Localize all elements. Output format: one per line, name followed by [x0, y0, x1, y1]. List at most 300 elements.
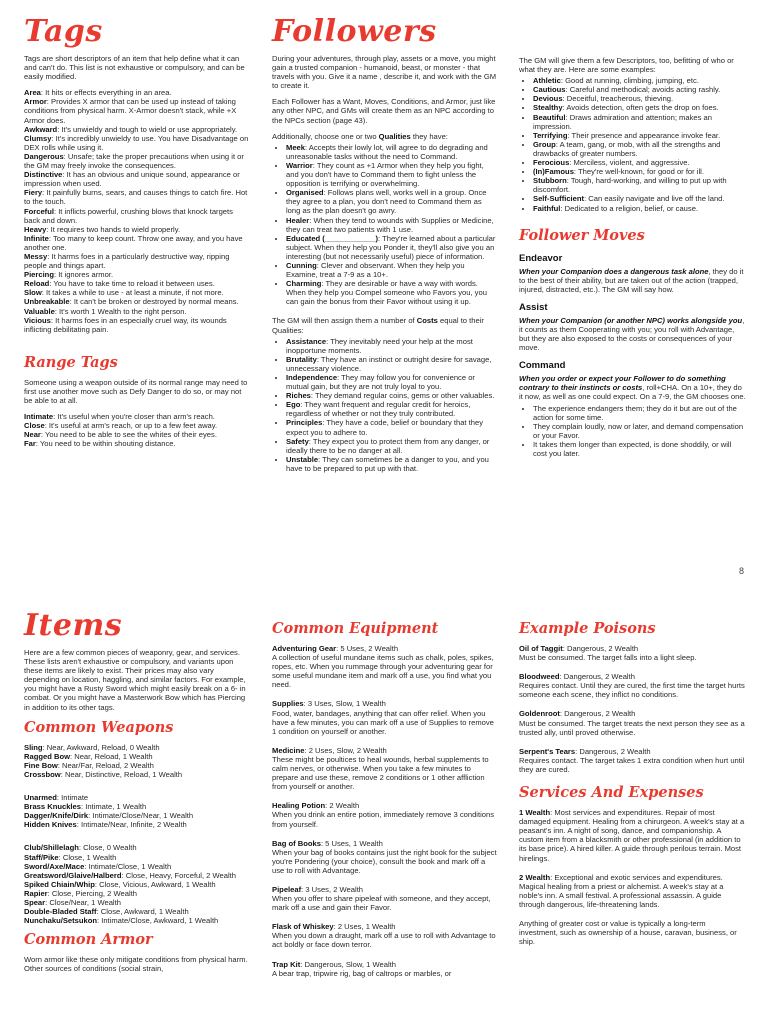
- term-description: : It ignores armor.: [53, 270, 114, 280]
- term-description: : They may follow you for convenience or mutual gain, but they are not truly loyal to you.: [286, 373, 475, 392]
- term: Faithful: [533, 203, 561, 213]
- term: Nunchaku/Setsukon: [24, 916, 97, 926]
- definition-item: [24, 871, 249, 880]
- term: Slow: [24, 288, 42, 298]
- term-description: : Close, 0 Wealth: [78, 843, 137, 853]
- term-description: : Intimate/Near, Infinite, 2 Wealth: [76, 820, 187, 830]
- entry-description: Requires contact. Until they are cured, the first time the target hurts someone each scene, they inflict no conditions.: [519, 681, 745, 700]
- followers-heading: Followers: [272, 14, 437, 49]
- entry-header: [519, 672, 746, 681]
- term-description: : Close, Awkward, 1 Wealth: [96, 907, 189, 917]
- term-description: : They demand regular coins, gems or other valuables.: [310, 391, 495, 401]
- term-description: : It takes a while to use - at least a minute, if not more.: [41, 288, 224, 298]
- command-option: • They complain loudly, now or later, and demand compensation or your Favor.: [533, 422, 746, 440]
- term-description: : Tough, hard-working, and willing to put up with discomfort.: [533, 176, 727, 195]
- term: Reload: [24, 279, 50, 289]
- term: Principles: [286, 418, 323, 428]
- term: Ragged Bow: [24, 751, 70, 761]
- term-description: : Draws admiration and attention; makes an impression.: [533, 112, 712, 131]
- definition-item: [24, 252, 249, 270]
- entry-header: [272, 746, 497, 755]
- entry: [272, 699, 497, 735]
- term: Unbreakable: [24, 297, 70, 307]
- entry-description: Requires contact. The target takes 1 extra condition when hurt until they are cured.: [519, 755, 745, 774]
- assist-body: , it counts as them Cooperating with you; you roll with Advantage, but they are also exposed to the costs or consequences of your move.: [519, 315, 745, 353]
- term: Ferocious: [533, 158, 570, 168]
- assist-text: [519, 316, 746, 352]
- definition-item: [24, 125, 249, 134]
- term: Charming: [286, 279, 322, 289]
- term: Clumsy: [24, 133, 52, 143]
- range-tags-list: [24, 412, 249, 448]
- term: Brass Knuckles: [24, 802, 81, 812]
- term: Organised: [286, 188, 324, 198]
- term: Rapier: [24, 888, 48, 898]
- weapons-heading: Common Weapons: [24, 718, 174, 736]
- term: Messy: [24, 251, 48, 261]
- term: Staff/Pike: [24, 852, 59, 862]
- term: Far: [24, 439, 36, 449]
- weapons-group-ranged: [24, 743, 249, 779]
- entry-description: These might be poultices to heal wounds, herbal supplements to calm nerves, or otherwise. When you take a few minutes to prepare and use these, remove 2 conditions or 1 other affliction from yourself or another.: [272, 754, 489, 792]
- assist-trigger: When your Companion (or another NPC) works alongside you: [519, 315, 743, 325]
- entry-description: A collection of useful mundane items such as chalk, poles, spikes, ropes, etc. When you rummage through your adventuring gear for some useful mundane item and mark off a use, you find what you need.: [272, 653, 494, 690]
- weapons-group-melee: [24, 843, 249, 925]
- entry-name: Bag of Books: [272, 838, 321, 848]
- page-bottom: [0, 588, 768, 1024]
- services-heading: Services And Expenses: [519, 784, 704, 802]
- term-description: : It inflicts powerful, crushing blows that knock targets back and down.: [24, 206, 233, 225]
- list-item: [286, 355, 497, 373]
- term-description: : Close, 1 Wealth: [58, 852, 117, 862]
- entry-header: [519, 709, 746, 718]
- entry-description: When your bag of books contains just the right book for the subject you're Pondering (your choice), consult the book and mark off a use to roll with Advantage.: [272, 847, 497, 875]
- term: Warrior: [286, 160, 313, 170]
- term: Group: [533, 139, 556, 149]
- tags-heading: Tags: [24, 14, 103, 49]
- term-description: : It can't be broken or destroyed by normal means.: [69, 297, 239, 307]
- definition-item: [24, 152, 249, 170]
- term-description: : It's unwieldy and tough to wield or use appropriately.: [57, 124, 238, 134]
- term: Piercing: [24, 270, 54, 280]
- term: Near: [24, 430, 41, 440]
- services-list: [519, 808, 746, 909]
- entry: [272, 839, 497, 875]
- list-item: [533, 85, 746, 94]
- entry-header: [272, 922, 497, 931]
- list-item: [286, 188, 497, 215]
- term: Ego: [286, 400, 301, 410]
- armor-heading: Common Armor: [24, 931, 153, 949]
- column-middle-bottom: [272, 620, 497, 988]
- term-description: : Deceitful, treacherous, thieving.: [562, 94, 674, 104]
- entry-tags: : Dangerous, Slow, 1 Wealth: [300, 959, 396, 969]
- definition-item: [24, 170, 249, 188]
- list-item: [286, 143, 497, 161]
- endeavor-trigger: When your Companion does a dangerous task alone: [519, 266, 709, 276]
- term: Valuable: [24, 306, 55, 316]
- term: Riches: [286, 391, 311, 401]
- term-description: : They have an instinct or outright desire for savage, unnecessary violence.: [286, 354, 492, 373]
- term: Independence: [286, 373, 338, 382]
- assist-heading: Assist: [519, 301, 548, 313]
- followers-p2: Each Follower has a Want, Moves, Conditions, and Armor, just like any other NPC, and GMs will create them as an NPC according to the NPCs section (page 43).: [272, 97, 496, 125]
- list-item: [533, 94, 746, 103]
- service-entry: [519, 808, 746, 863]
- term-description: : They're well-known, for good or for ill.: [573, 167, 704, 177]
- term: Armor: [24, 97, 47, 107]
- entry-name: Bloodweed: [519, 672, 560, 682]
- range-tags-heading: Range Tags: [24, 353, 118, 371]
- definition-item: [24, 288, 249, 297]
- definition-item: [24, 97, 249, 124]
- entry-tags: : Dangerous, 2 Wealth: [562, 644, 639, 653]
- definition-item: [24, 880, 249, 889]
- term: 2 Wealth: [519, 872, 551, 882]
- entry-header: [272, 839, 497, 848]
- term-description: : They inevitably need your help at the most inopportune moments.: [286, 336, 473, 355]
- items-intro: Here are a few common pieces of weaponry, gear, and services. These lists aren't exhaustive or compulsory, and variants upon these items are likely to exist. Their prices may also vary depending on location, haggling, and similar factors. For example, you might have a Rusty Sword which might easily break on a 6- in combat. Or you might have a Masterwork Bow which has Piercing in addition to its other tags.: [24, 648, 246, 712]
- list-item: [533, 167, 746, 176]
- term: Spiked Chiain/Whip: [24, 879, 95, 889]
- term-description: : A team, gang, or mob, with all the strengths and drawbacks of greater numbers.: [533, 139, 721, 158]
- entry-header: [272, 699, 497, 708]
- definition-item: [24, 307, 249, 316]
- term-description: : When they tend to wounds with Supplies or Medicine, they can treat two patients with 1 use.: [286, 215, 494, 234]
- entry-description: Must be consumed. The target falls into a light sleep.: [519, 653, 697, 663]
- follower-moves-heading: Follower Moves: [519, 226, 645, 244]
- entry-header: [272, 801, 497, 810]
- definition-item: [24, 862, 249, 871]
- descriptors-list: [519, 76, 746, 212]
- term: Fine Bow: [24, 760, 58, 770]
- definition-item: [24, 752, 249, 761]
- entry-name: Pipeleaf: [272, 884, 302, 894]
- term-description: : They want frequent and regular credit for heroics, regardless of whether or not they truly contributed.: [286, 400, 471, 419]
- list-item: [533, 176, 746, 194]
- command-option: • The experience endangers them; they do it but are out of the action for some time.: [533, 404, 746, 422]
- term-description: : You need to be able to see the whites of their eyes.: [40, 430, 217, 440]
- list-item: [286, 234, 497, 261]
- term: Crossbow: [24, 769, 61, 779]
- tags-intro: Tags are short descriptors of an item that help define what it can and can't do. This list is not exhaustive or compulsory, and can be easily modified.: [24, 54, 245, 82]
- term: Unstable: [286, 454, 319, 464]
- definition-item: [24, 889, 249, 898]
- term-description: : Exceptional and exotic services and expenditures. Magical healing from a priest or alchemist. A week's stay at a noble's inn. A small festival. A professional assassin. A guide through dangerous, life-threatening lands.: [519, 872, 724, 909]
- entry-tags: : Dangerous, 2 Wealth: [559, 672, 635, 682]
- command-option: • It takes them longer than expected, is done shoddily, or will cost you later.: [533, 440, 746, 458]
- endeavor-body: , they do it to the best of their ability, but are taken out of the action (trapped, injured, distracted, etc.). The GM will say how.: [519, 266, 744, 294]
- equipment-list: [272, 644, 497, 978]
- term: Spear: [24, 897, 46, 907]
- column-right-bottom: [519, 620, 746, 953]
- term-description: : Too many to keep count. Throw one away, and you have another one.: [24, 233, 243, 252]
- list-item: [286, 418, 497, 436]
- entry-name: Goldenroot: [519, 709, 560, 719]
- term-description: : It harms foes in an especially cruel way, its wounds inflicting debilitating pain.: [24, 315, 227, 334]
- term: Sword/Axe/Mace: [24, 861, 85, 871]
- term: Awkward: [24, 124, 58, 134]
- definition-item: [24, 412, 249, 421]
- list-item: [286, 437, 497, 455]
- definition-item: [24, 761, 249, 770]
- entry-tags: : 5 Uses, 2 Wealth: [336, 644, 399, 653]
- list-item: [286, 455, 497, 473]
- p3-before: Additionally, choose one or two: [272, 131, 379, 141]
- entry-name: Flask of Whiskey: [272, 922, 334, 932]
- term-description: : Provides X armor that can be used up instead of taking conditions from physical harm. X-Armor doesn't stack, while +X Armor does.: [24, 97, 237, 125]
- column-left-top: [24, 14, 249, 448]
- term-description: : Close/Near, 1 Wealth: [45, 897, 121, 907]
- term-description: : Follows plans well, works well in a group. Once they agree to a plan, you don't need to Command them as long as the plan doesn't go awry.: [286, 188, 487, 216]
- entry-header: [272, 885, 497, 894]
- term-description: : Close, Heavy, Forceful, 2 Wealth: [121, 870, 237, 880]
- term-description: : They're learned about a particular subject. When they help you Ponder it, they'll also give you an interesting (but not necessarily useful) piece of information.: [286, 233, 496, 261]
- term-description: : Careful and methodical; avoids acting rashly.: [565, 85, 721, 95]
- entry-tags: : 3 Uses, 2 Wealth: [301, 884, 364, 894]
- command-body: , roll+CHA. On a 10+, they do it now, as well as one could expect. On a 7-9, the GM chooses one.: [519, 383, 746, 402]
- equipment-heading: Common Equipment: [272, 620, 439, 637]
- qualities-list: [272, 143, 497, 307]
- term: Self-Sufficient: [533, 194, 585, 204]
- command-trigger: When you order or expect your Follower to do something contrary to their instincts or costs: [519, 374, 726, 393]
- term-description: : Intimate/Close/Near, 1 Wealth: [88, 811, 194, 821]
- definition-item: [24, 225, 249, 234]
- list-item: [533, 103, 746, 112]
- term: Dagger/Knife/Dirk: [24, 811, 89, 821]
- term-description: : It requires two hands to wield properly.: [46, 224, 181, 234]
- definition-item: [24, 188, 249, 206]
- column-middle-top: [272, 14, 497, 480]
- term-description: : It painfully burns, sears, and causes things to catch fire. Hot to the touch.: [24, 188, 248, 207]
- entry-description: Must be consumed. The target treats the next person they see as a trusted ally, until proved otherwise.: [519, 718, 745, 737]
- p4-bold: Costs: [416, 316, 438, 326]
- weapons-group-close: [24, 793, 249, 829]
- term: Educated (____________): [286, 233, 379, 243]
- term-description: : Accepts their lowly lot, will agree to do degrading and unreasonable tasks without the need to Command.: [286, 142, 488, 161]
- term: (In)Famous: [533, 167, 574, 177]
- endeavor-text: [519, 267, 746, 294]
- entry-description: When you down a draught, mark off a use to roll with Advantage to act boldly or face down terror.: [272, 931, 496, 950]
- entry: [272, 644, 497, 689]
- term: Distinctive: [24, 170, 63, 180]
- entry-description: Food, water, bandages, anything that can offer relief. When you have a few minutes, you can mark off a use of Supplies to remove 1 condition on yourself or another.: [272, 708, 494, 736]
- entry: [519, 747, 746, 774]
- list-item: [286, 391, 497, 400]
- definition-item: [24, 430, 249, 439]
- list-item: [286, 373, 497, 391]
- p3-bold: Qualities: [378, 131, 411, 141]
- entry-name: Supplies: [272, 699, 304, 709]
- term-description: : Near/Far, Reload, 2 Wealth: [57, 760, 154, 770]
- term-description: : Avoids detection, often gets the drop on foes.: [562, 103, 719, 113]
- entry: [519, 672, 746, 699]
- term-description: : It harms foes in a particularly destructive way, ripping people and things apart.: [24, 251, 230, 271]
- term-description: : They can sometimes be a danger to you, and you have to be prepared to put up with that.: [286, 454, 489, 473]
- poisons-list: [519, 644, 746, 774]
- definition-item: [24, 207, 249, 225]
- entry: [272, 746, 497, 791]
- term: Heavy: [24, 224, 47, 234]
- term: Club/Shillelagh: [24, 843, 79, 853]
- term: 1 Wealth: [519, 808, 551, 818]
- term-description: : Their presence and appearance invoke fear.: [567, 130, 721, 140]
- entry-name: Serpent's Tears: [519, 746, 576, 756]
- definition-item: [24, 853, 249, 862]
- term-description: : Intimate: [56, 793, 89, 803]
- term-description: : It's incredibly unwieldy to use. You have Disadvantage on DEX rolls while using it.: [24, 133, 249, 152]
- term: Dangerous: [24, 151, 64, 161]
- list-item: [533, 204, 746, 213]
- costs-list: [272, 337, 497, 473]
- command-text: [519, 374, 746, 401]
- entry-name: Medicine: [272, 745, 305, 755]
- column-left-bottom: [24, 608, 249, 980]
- term-description: : It's useful at arm's reach, or up to a few feet away.: [44, 421, 218, 431]
- range-tags-intro: Someone using a weapon outside of its normal range may need to first use another move such as Defy Danger to do so, or may not be able to at all.: [24, 377, 248, 405]
- term: Terrifying: [533, 130, 568, 140]
- term-description: : They count as +1 Armor when they help you fight, and you don't have to Command them to fight unless the opposition is terrifying or overwhelming.: [286, 160, 484, 189]
- entry: [519, 709, 746, 736]
- definition-item: [24, 134, 249, 152]
- term-description: : They have a code, belief or boundary that they expect you to adhere to.: [286, 418, 483, 437]
- term: Sling: [24, 742, 43, 752]
- p4-after: equal to their Qualities:: [272, 316, 484, 335]
- term: Forceful: [24, 206, 54, 216]
- list-item: [286, 279, 497, 306]
- followers-p1: During your adventures, through play, assets or a move, you might gain a trusted companion - humanoid, beast, or monster - that travels with you. Give it a name , describe it, and work with the GM to create it.: [272, 54, 497, 91]
- definition-item: [24, 421, 249, 430]
- entry-description: A bear trap, tripwire rig, bag of caltrops or marbles, or: [272, 968, 452, 978]
- term: Healer: [286, 215, 310, 225]
- armor-text: Worn armor like these only mitigate conditions from physical harm. Other sources of conditions (social strain,: [24, 955, 248, 974]
- term-description: : Intimate, 1 Wealth: [80, 802, 147, 812]
- term: Devious: [533, 94, 563, 104]
- term-description: : It has an obvious and unique sound, appearance or impression when used.: [24, 170, 240, 189]
- term: Meek: [286, 142, 305, 152]
- term-description: : Can easily navigate and live off the land.: [584, 194, 725, 204]
- term-description: : Good at running, climbing, jumping, etc.: [560, 76, 699, 86]
- definition-item: [24, 916, 249, 925]
- entry-tags: : 2 Uses, Slow, 2 Wealth: [304, 745, 387, 755]
- term-description: : Unsafe; take the proper precautions when using it or the GM may freely invoke the consequences.: [24, 151, 244, 171]
- definition-item: [24, 88, 249, 97]
- term-description: : Merciless, violent, and aggressive.: [569, 158, 690, 168]
- entry-description: When you offer to share pipeleaf with someone, and they accept, mark off a use and gain their Favor.: [272, 894, 491, 913]
- term: Athletic: [533, 76, 561, 86]
- definition-item: [24, 907, 249, 916]
- definition-item: [24, 802, 249, 811]
- list-item: [286, 261, 497, 279]
- list-item: [286, 161, 497, 188]
- list-item: [533, 76, 746, 85]
- term-description: : Dedicated to a religion, belief, or cause.: [560, 203, 699, 213]
- term: Cautious: [533, 85, 566, 95]
- command-heading: Command: [519, 360, 566, 372]
- term: Area: [24, 88, 41, 98]
- entry-description: When you drink an entire potion, immediately remove 3 conditions from yourself.: [272, 810, 495, 829]
- items-heading: Items: [24, 608, 123, 643]
- term: Stealthy: [533, 103, 563, 113]
- entry-tags: : Dangerous, 2 Wealth: [575, 746, 651, 756]
- tags-list: [24, 88, 249, 334]
- term-description: : Close, Piercing, 2 Wealth: [47, 888, 137, 898]
- term-description: : Close, Vicious, Awkward, 1 Wealth: [94, 879, 216, 889]
- list-item: [533, 131, 746, 140]
- term-description: : Most services and expenditures. Repair of most damaged equipment. Healing from a chirurgeon. A week's stay at a peasant's inn. A night of song, dance, and companionship. A custom item from a blacksmith or other professional (in addition to its base price). A hired killer. A guide through perilous terrain. Most hirelings.: [519, 808, 745, 863]
- term-description: : It's useful when you're closer than arm's reach.: [53, 412, 215, 422]
- followers-p3: [272, 132, 497, 141]
- term-description: : Clever and observant. When they help you Examine, treat a 7-9 as a 10+.: [286, 260, 465, 280]
- term-description: : Near, Awkward, Reload, 0 Wealth: [42, 742, 160, 752]
- definition-item: [24, 234, 249, 252]
- term-description: : It's worth 1 Wealth to the right person.: [54, 306, 187, 316]
- definition-item: [24, 820, 249, 829]
- term: Vicious: [24, 315, 51, 325]
- term-description: : They are desirable or have a way with words. When they help you Compel someone who Favors you, you can gain the bonus from their Favor without using it up.: [286, 279, 487, 307]
- term-description: : It hits or effects everything in an area.: [40, 88, 172, 98]
- definition-item: [24, 743, 249, 752]
- term: Double-Bladed Staff: [24, 907, 97, 917]
- page-number: 8: [738, 566, 744, 576]
- services-closing: Anything of greater cost or value is typically a long-term investment, such as ownership of a house, caravan, business, or ship.: [519, 918, 737, 947]
- definition-item: [24, 898, 249, 907]
- definition-item: [24, 439, 249, 448]
- term: Intimate: [24, 412, 54, 422]
- service-entry: [519, 873, 746, 909]
- term: Greatsword/Glaive/Halberd: [24, 870, 122, 880]
- poisons-heading: Example Poisons: [519, 620, 656, 637]
- list-item: [533, 113, 746, 131]
- endeavor-heading: Endeavor: [519, 252, 563, 264]
- term: Infinite: [24, 233, 49, 243]
- entry-header: [519, 644, 746, 653]
- entry-header: [272, 960, 497, 969]
- definition-item: [24, 270, 249, 279]
- entry-header: [272, 644, 497, 653]
- list-item: [533, 140, 746, 158]
- entry-name: Trap Kit: [272, 959, 301, 969]
- entry-tags: : 2 Wealth: [325, 801, 360, 811]
- entry-header: [519, 747, 746, 756]
- term: Assistance: [286, 336, 327, 346]
- term: Beautiful: [533, 112, 566, 122]
- term-description: : Intimate/Close, 1 Wealth: [84, 861, 172, 871]
- entry-name: Healing Potion: [272, 801, 326, 811]
- definition-item: [24, 279, 249, 288]
- list-item: [286, 337, 497, 355]
- list-item: [533, 194, 746, 203]
- entry: [272, 885, 497, 912]
- entry: [272, 801, 497, 828]
- followers-p4: [272, 316, 497, 334]
- definition-item: [24, 843, 249, 852]
- descriptors-intro: The GM will give them a few Descriptors, too, befitting of who or what they are. Here are some examples:: [519, 56, 734, 75]
- term-description: : They expect you to protect them from any danger, or ideally there to be no danger at all.: [286, 436, 490, 455]
- definition-item: [24, 297, 249, 306]
- entry-tags: : 5 Uses, 1 Wealth: [320, 838, 383, 848]
- command-options: [519, 404, 746, 459]
- list-item: [286, 400, 497, 418]
- entry-name: Oil of Taggit: [519, 644, 563, 653]
- term-description: : You have to take time to reload it between uses.: [49, 279, 215, 289]
- term: Unarmed: [24, 793, 57, 803]
- term-description: : Intimate/Close, Awkward, 1 Wealth: [97, 916, 219, 926]
- term: Hidden Knives: [24, 820, 77, 830]
- list-item: [286, 216, 497, 234]
- column-right-top: [519, 56, 746, 465]
- entry-name: Adventuring Gear: [272, 644, 337, 653]
